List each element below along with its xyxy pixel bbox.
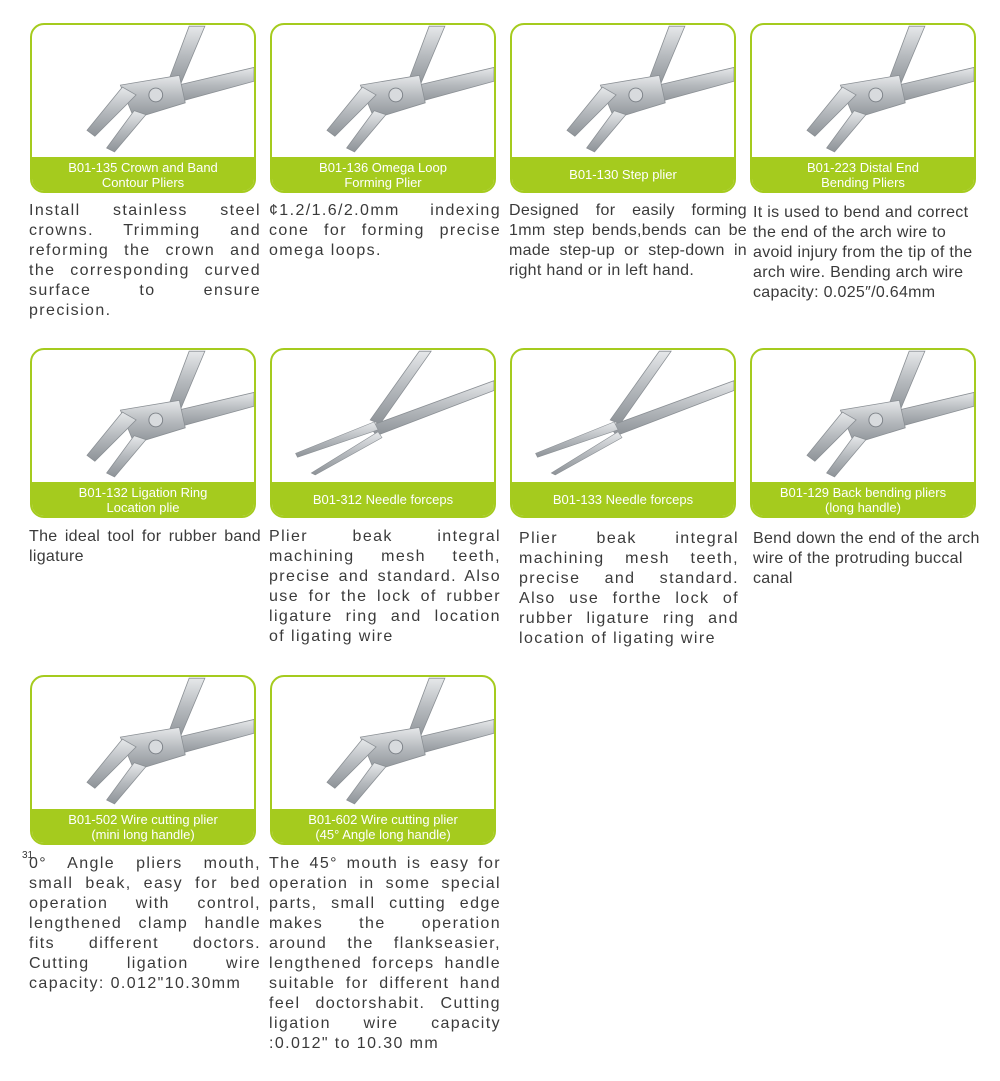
product-card-b01-132	[30, 348, 256, 518]
needle-forceps-icon	[272, 350, 494, 484]
product-label	[512, 482, 734, 516]
product-card-b01-502	[30, 675, 256, 845]
product-label-line1: B01-133 Needle forceps	[552, 492, 694, 507]
product-label-line1: B01-502 Wire cutting plier	[68, 811, 218, 827]
page-number: 31	[22, 850, 34, 861]
crown-band-contour-plier-icon	[32, 25, 254, 159]
product-label-line1: B01-132 Ligation Ring	[78, 484, 208, 500]
product-label-line2: (long handle)	[825, 499, 901, 515]
product-label-line2: Bending Pliers	[821, 174, 905, 190]
product-label-line1: B01-129 Back bending pliers	[779, 484, 947, 500]
product-card-b01-133	[510, 348, 736, 518]
product-description: Plier beak integral machining mesh teeth, precise and standard. Also use forthe lock of rubber ligature ring and location of ligating wire	[519, 530, 739, 647]
product-label	[272, 809, 494, 843]
product-card-b01-130	[510, 23, 736, 193]
product-label	[32, 809, 254, 843]
product-card-b01-223	[750, 23, 976, 193]
product-label	[512, 157, 734, 191]
product-card-b01-602	[270, 675, 496, 845]
omega-loop-forming-plier-icon	[272, 25, 494, 159]
product-label-line1: B01-130 Step plier	[569, 167, 677, 182]
product-label-line2: Contour Pliers	[101, 174, 185, 190]
product-description: The 45° mouth is easy for operation in some special parts, small cutting edge makes the operation around the flankseasier, lengthened forceps handle suitable for different hand feel doctorshabit. Cutting ligation wire capacity :0.012" to 10.30 mm	[269, 855, 501, 1052]
product-label-line1: B01-223 Distal End	[806, 159, 919, 175]
product-description: Bend down the end of the arch wire of the protruding buccal canal	[753, 530, 980, 587]
product-label-line1: B01-135 Crown and Band	[68, 159, 218, 175]
product-card-b01-135	[30, 23, 256, 193]
wire-cutting-plier-icon	[32, 677, 254, 811]
product-label	[752, 482, 974, 516]
wire-cutting-plier-45-icon	[272, 677, 494, 811]
product-label-line2: (45° Angle long handle)	[315, 826, 451, 842]
step-plier-icon	[512, 25, 734, 159]
product-label-line1: B01-602 Wire cutting plier	[308, 811, 458, 827]
product-label-line1: B01-136 Omega Loop	[319, 159, 447, 175]
needle-forceps-icon	[512, 350, 734, 484]
product-description: ¢1.2/1.6/2.0mm indexing cone for forming precise omega loops.	[269, 202, 501, 259]
distal-end-bending-plier-icon	[752, 25, 974, 159]
product-description: Plier beak integral machining mesh teeth, precise and standard. Also use for the lock of rubber ligature ring and location of ligating wire	[269, 528, 501, 645]
product-label-line2: (mini long handle)	[91, 826, 195, 842]
product-label	[752, 157, 974, 191]
product-description: 0° Angle pliers mouth, small beak, easy for bed operation with control, lengthened clamp handle fits different doctors. Cutting ligation wire capacity: 0.012"10.30mm	[29, 855, 261, 992]
product-label	[32, 157, 254, 191]
product-description: It is used to bend and correct the end of the arch wire to avoid injury from the tip of the arch wire. Bending arch wire capacity: 0.025″/0.64mm	[753, 204, 973, 301]
back-bending-plier-icon	[752, 350, 974, 484]
product-card-b01-312	[270, 348, 496, 518]
ligation-ring-location-plier-icon	[32, 350, 254, 484]
product-card-b01-136	[270, 23, 496, 193]
product-description: Designed for easily forming 1mm step bends,bends can be made step-up or step-down in right hand or in left hand.	[509, 202, 747, 279]
product-label-line1: B01-312 Needle forceps	[312, 492, 454, 507]
product-label-line2: Location plie	[106, 499, 180, 515]
product-description: Install stainless steel crowns. Trimming and reforming the crown and the corresponding curved surface to ensure precision.	[29, 202, 261, 319]
product-label	[272, 482, 494, 516]
product-label	[272, 157, 494, 191]
product-card-b01-129	[750, 348, 976, 518]
product-label	[32, 482, 254, 516]
product-label-line2: Forming Plier	[344, 174, 422, 190]
product-description: The ideal tool for rubber band ligature	[29, 528, 261, 565]
